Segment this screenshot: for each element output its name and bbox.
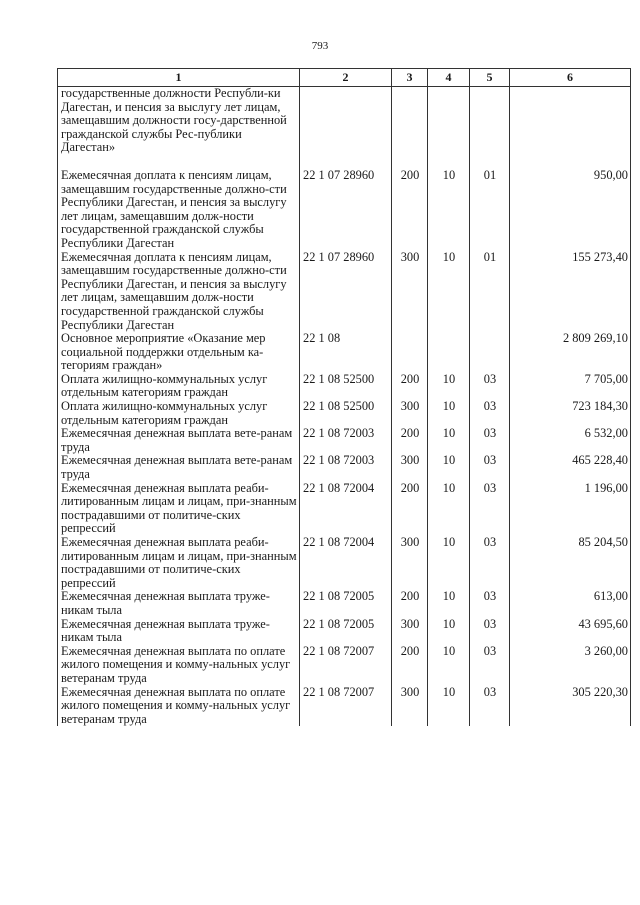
table-row	[58, 251, 631, 333]
cell-amount: 85 204,50	[510, 536, 631, 590]
cell-col3	[392, 87, 428, 167]
cell-code: 22 1 08 72003	[300, 454, 392, 481]
cell-name: Ежемесячная денежная выплата по оплате жилого помещения и комму-нальных услуг ветеранам труда	[58, 686, 300, 727]
cell-col5: 03	[470, 590, 510, 617]
cell-code: 22 1 07 28960	[300, 167, 392, 251]
cell-code: 22 1 08 72003	[300, 427, 392, 454]
cell-col3: 300	[392, 251, 428, 333]
cell-name: Основное мероприятие «Оказание мер социальной поддержки отдельным ка-тегориям граждан»	[58, 332, 300, 373]
cell-name: Ежемесячная денежная выплата вете-ранам труда	[58, 454, 300, 481]
cell-col3: 300	[392, 454, 428, 481]
cell-amount: 723 184,30	[510, 400, 631, 427]
table-row	[58, 454, 631, 481]
cell-col4: 10	[428, 618, 470, 645]
cell-amount: 305 220,30	[510, 686, 631, 727]
cell-amount: 6 532,00	[510, 427, 631, 454]
cell-col5	[470, 87, 510, 167]
cell-col5: 01	[470, 167, 510, 251]
cell-code	[300, 87, 392, 167]
cell-code: 22 1 08 72004	[300, 482, 392, 536]
cell-col3: 200	[392, 167, 428, 251]
cell-col4: 10	[428, 645, 470, 686]
cell-code: 22 1 07 28960	[300, 251, 392, 333]
cell-col3: 200	[392, 373, 428, 400]
cell-col3: 300	[392, 536, 428, 590]
cell-col4: 10	[428, 590, 470, 617]
cell-col5: 03	[470, 482, 510, 536]
table-row	[58, 536, 631, 590]
cell-code: 22 1 08 72004	[300, 536, 392, 590]
cell-name: Ежемесячная денежная выплата вете-ранам труда	[58, 427, 300, 454]
cell-col4: 10	[428, 536, 470, 590]
cell-code: 22 1 08 72005	[300, 590, 392, 617]
cell-amount: 613,00	[510, 590, 631, 617]
cell-name: Ежемесячная доплата к пенсиям лицам, замещавшим государственные должно-сти Республики Дагестан, и пенсия за выслугу лет лицам, замещавшим долж-ности государственной гражданской службы Республики Дагестан	[58, 167, 300, 251]
cell-col4: 10	[428, 482, 470, 536]
cell-name: Оплата жилищно-коммунальных услуг отдельным категориям граждан	[58, 400, 300, 427]
budget-table	[57, 68, 631, 726]
cell-code: 22 1 08 52500	[300, 400, 392, 427]
column-header: 2	[300, 69, 392, 87]
cell-amount: 155 273,40	[510, 251, 631, 333]
cell-col3: 300	[392, 686, 428, 727]
column-header: 5	[470, 69, 510, 87]
cell-name: Ежемесячная доплата к пенсиям лицам, замещавшим государственные должно-сти Республики Дагестан, и пенсия за выслугу лет лицам, замещавшим долж-ности государственной гражданской службы Республики Дагестан	[58, 251, 300, 333]
cell-amount: 1 196,00	[510, 482, 631, 536]
cell-name: Ежемесячная денежная выплата труже-никам тыла	[58, 618, 300, 645]
cell-amount: 465 228,40	[510, 454, 631, 481]
cell-amount: 43 695,60	[510, 618, 631, 645]
cell-code: 22 1 08	[300, 332, 392, 373]
column-header: 1	[58, 69, 300, 87]
column-header: 3	[392, 69, 428, 87]
cell-col4: 10	[428, 686, 470, 727]
cell-col5: 03	[470, 454, 510, 481]
cell-code: 22 1 08 72005	[300, 618, 392, 645]
cell-col5: 01	[470, 251, 510, 333]
cell-code: 22 1 08 72007	[300, 645, 392, 686]
table-row	[58, 400, 631, 427]
cell-col5: 03	[470, 645, 510, 686]
table-row	[58, 332, 631, 373]
table-row	[58, 686, 631, 727]
cell-name: Оплата жилищно-коммунальных услуг отдельным категориям граждан	[58, 373, 300, 400]
cell-col5: 03	[470, 400, 510, 427]
table-row	[58, 482, 631, 536]
table-header-row	[58, 69, 631, 87]
table-row	[58, 373, 631, 400]
table-row	[58, 618, 631, 645]
cell-col4: 10	[428, 251, 470, 333]
cell-col4: 10	[428, 454, 470, 481]
cell-code: 22 1 08 72007	[300, 686, 392, 727]
cell-col3: 200	[392, 590, 428, 617]
column-header: 4	[428, 69, 470, 87]
cell-amount: 2 809 269,10	[510, 332, 631, 373]
table-row	[58, 590, 631, 617]
cell-col4: 10	[428, 167, 470, 251]
page-number: 793	[311, 40, 329, 52]
cell-name: Ежемесячная денежная выплата реаби-литированным лицам и лицам, при-знанным пострадавшими от политиче-ских репрессий	[58, 536, 300, 590]
cell-col3: 200	[392, 482, 428, 536]
cell-col3: 200	[392, 645, 428, 686]
cell-code: 22 1 08 52500	[300, 373, 392, 400]
cell-name: государственные должности Республи-ки Дагестан, и пенсия за выслугу лет лицам, замещавшим должности госу-дарственной гражданской службы Рес-публики Дагестан»	[58, 87, 300, 167]
cell-col4: 10	[428, 400, 470, 427]
cell-col3: 300	[392, 400, 428, 427]
cell-col5: 03	[470, 686, 510, 727]
cell-col5: 03	[470, 373, 510, 400]
cell-name: Ежемесячная денежная выплата труже-никам тыла	[58, 590, 300, 617]
table-row	[58, 427, 631, 454]
cell-name: Ежемесячная денежная выплата по оплате жилого помещения и комму-нальных услуг ветеранам труда	[58, 645, 300, 686]
cell-col4	[428, 332, 470, 373]
cell-amount	[510, 87, 631, 167]
cell-col3: 200	[392, 427, 428, 454]
cell-col3: 300	[392, 618, 428, 645]
cell-col5	[470, 332, 510, 373]
table-body	[58, 87, 631, 727]
table-row	[58, 87, 631, 167]
cell-col5: 03	[470, 427, 510, 454]
cell-name: Ежемесячная денежная выплата реаби-литированным лицам и лицам, при-знанным пострадавшими от политиче-ских репрессий	[58, 482, 300, 536]
table-row	[58, 645, 631, 686]
cell-amount: 3 260,00	[510, 645, 631, 686]
cell-col5: 03	[470, 536, 510, 590]
cell-col3	[392, 332, 428, 373]
cell-amount: 950,00	[510, 167, 631, 251]
table-row	[58, 167, 631, 251]
cell-col4	[428, 87, 470, 167]
cell-col5: 03	[470, 618, 510, 645]
cell-col4: 10	[428, 427, 470, 454]
column-header: 6	[510, 69, 631, 87]
cell-amount: 7 705,00	[510, 373, 631, 400]
cell-col4: 10	[428, 373, 470, 400]
